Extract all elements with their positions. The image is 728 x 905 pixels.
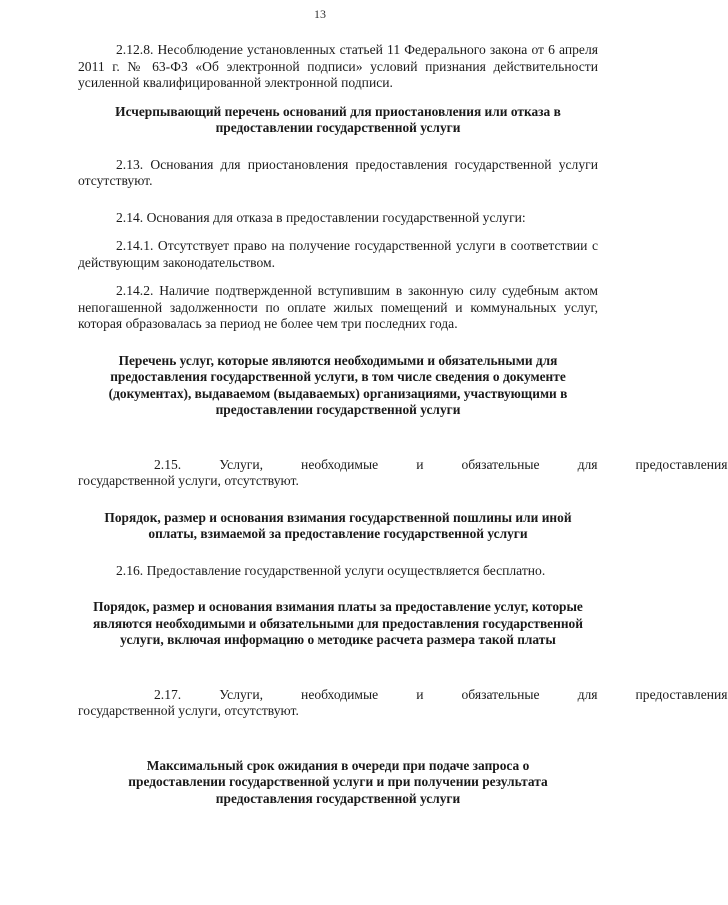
word: необходимые (301, 456, 379, 472)
document-body (78, 42, 728, 807)
heading-services-list: Перечень услуг, которые являются необходимыми и обязательными для предоставления государственной услуги, в том числе сведения о документе (документах), выдаваемом (выдаваемых) организациями, участвующими в предоставлении государственной услуги (108, 352, 568, 417)
paragraph-2-15 (78, 456, 728, 490)
paragraph-2-14-2: 2.14.2. Наличие подтвержденной вступившим в законную силу судебным актом непогашенной задолженности по оплате жилых помещений и коммунальных услуг, которая образовалась за период не более чем три последних года. (78, 283, 598, 331)
paragraph-2-15-first-line (78, 456, 728, 474)
word: предоставления (635, 686, 728, 702)
word: 2.17. (154, 686, 182, 702)
word: и (416, 686, 424, 702)
paragraph-2-17-first-line (78, 686, 728, 704)
word: для (577, 456, 598, 472)
word: обязательные (461, 456, 540, 472)
page-number: 13 (314, 7, 326, 21)
word: 2.15. (154, 456, 182, 472)
word: Услуги, (219, 686, 264, 702)
word: обязательные (461, 686, 540, 702)
paragraph-2-17 (78, 686, 728, 720)
paragraph-2-14-1: 2.14.1. Отсутствует право на получение государственной услуги в соответствии с действующим законодательством. (78, 238, 598, 270)
word: предоставления (635, 456, 728, 472)
paragraph-2-14: 2.14. Основания для отказа в предоставлении государственной услуги: (116, 209, 526, 225)
word: необходимые (301, 686, 379, 702)
paragraph-2-16: 2.16. Предоставление государственной услуги осуществляется бесплатно. (116, 562, 546, 578)
paragraph-2-15-tail: государственной услуги, отсутствуют. (78, 473, 299, 488)
paragraph-2-13: 2.13. Основания для приостановления предоставления государственной услуги отсутствуют. (78, 156, 598, 188)
paragraph-2-17-tail: государственной услуги, отсутствуют. (78, 703, 299, 718)
word: и (416, 456, 424, 472)
word: Услуги, (219, 456, 264, 472)
paragraph-2-12-8: 2.12.8. Несоблюдение установленных статьей 11 Федерального закона от 6 апреля 2011 г. № 63-ФЗ «Об электронной подписи» условий признания действительности усиленной квалифицированной электронной подписи. (78, 42, 598, 90)
heading-max-wait: Максимальный срок ожидания в очереди при подаче запроса о предоставлении государственной услуги и при получении результата предоставления государственной услуги (128, 757, 548, 806)
heading-exhaustive-list: Исчерпывающий перечень оснований для приостановления или отказа в предоставлении государственной услуги (115, 103, 561, 135)
heading-payment-order: Порядок, размер и основания взимания платы за предоставление услуг, которые являются необходимыми и обязательными для предоставления государственной услуги, включая информацию о методике расчета размера такой платы (93, 599, 583, 647)
word: для (577, 686, 598, 702)
heading-fee-order: Порядок, размер и основания взимания государственной пошлины или иной оплаты, взимаемой за предоставление государственной услуги (104, 509, 572, 541)
